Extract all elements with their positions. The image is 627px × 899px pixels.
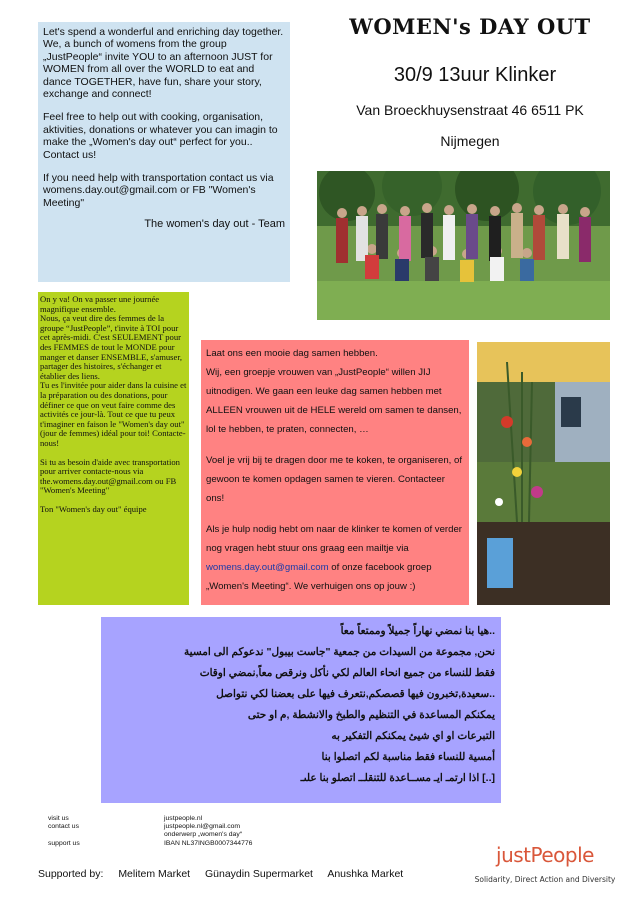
french-intro: On y va! On va passer une journée magnifique ensemble. — [40, 294, 160, 314]
english-intro: Let's spend a wonderful and enriching day together. — [43, 26, 284, 38]
event-city: Nijmegen — [440, 133, 500, 149]
arabic-line: التبرعات او اي شيئ يمكنكم التفكير به — [331, 730, 495, 742]
english-help: Feel free to help out with cooking, organisation, aktivities, donations or whatever you can imagin to make the „Women's day out“ perfect for you.. Contact us! — [43, 111, 278, 161]
logo-name: justPeople — [496, 843, 594, 867]
english-transport: If you need help with transportation contact us via womens.day.out@gmail.com or FB "Women's Meeting" — [43, 172, 274, 209]
arabic-line: ..هيا بنا نمضي نهاراً جميلاً وممتعاً معاً — [340, 625, 495, 637]
event-datetime: 30/9 13uur Klinker — [393, 64, 557, 86]
french-signature: Ton "Women's day out" équipe — [40, 503, 147, 514]
flowers-photo — [477, 342, 610, 605]
arabic-line: ..سعيدة,تخبرون فيها قصصكم,نتعرف فيها على بعضنا لكي نتواصل — [216, 688, 495, 700]
group-photo — [317, 171, 610, 320]
dutch-transport: Als je hulp nodig hebt om naar de klinker te komen of verder nog vragen hebt stuur ons graag een mailtje via womens.day.out@gmail.com of onze facebook groep „Women's Meeting“. We verhuigen ons op jouw :) — [206, 524, 462, 592]
english-invite: We, a bunch of womens from the group „JustPeople“ invite YOU to an afternoon JUST for WOMEN from all over the WORLD to eat and dance TOGETHER, have fun, share your story, exchange and connect! — [43, 38, 273, 101]
english-signature: The women's day out - Team — [144, 218, 285, 231]
dutch-email-link[interactable]: womens.day.out@gmail.com — [206, 562, 329, 573]
supporters-line — [38, 868, 415, 880]
dutch-text-box — [201, 340, 469, 605]
supporters-label: Supported by: — [38, 868, 104, 880]
dutch-help: Voel je vrij bij te dragen door me te koken, te organiseren, of gewoon te komen opdagen samen te vieren. Contacteer ons! — [206, 455, 462, 504]
page-title: WOMEN's DAY OUT — [349, 14, 591, 39]
contact-row: contact us justpeople.nl@gmail.com — [48, 823, 241, 831]
logo-tagline: Solidarity, Direct Action and Diversity — [474, 875, 616, 884]
arabic-line: [..] اذا ارتمـ ايـ مســاعدة للتنقلــ اتصلو بنا علىـ — [300, 772, 495, 784]
sponsor-name: Günaydin Supermarket — [205, 868, 313, 880]
website-link[interactable]: justpeople.nl — [164, 815, 203, 822]
email-link[interactable]: justpeople.nl@gmail.com — [164, 823, 241, 831]
french-transport: Si tu as besoin d'aide avec transportation pour arriver contacte-nous via the.womens.day.out@gmail.com ou FB "Women's Meeting" — [40, 456, 180, 496]
sponsor-name: Anushka Market — [327, 868, 404, 880]
contact-row: support us IBAN NL37INGB0007344776 — [48, 839, 253, 847]
contact-row: visit us justpeople.nl — [48, 815, 203, 822]
contact-row: onderwerp „women's day“ — [164, 831, 242, 839]
english-text-box — [38, 22, 290, 282]
dutch-intro: Laat ons een mooie dag samen hebben. — [206, 348, 378, 359]
french-invite: Nous, ça veut dire des femmes de la groupe “JustPeople”, t'invite à TOI pour cet après-midi. C'est SEULEMENT pour des FEMMES de tout le MONDE pour manger et danser ENSEMBLE, s'amuser, partager des histoires, s'échanger et établier des liens. — [40, 313, 183, 381]
sponsor-name: Melitem Market — [118, 868, 191, 880]
arabic-line: نحن, مجموعة من السيدات من جمعية "جاست بيبول" ندعوكم الى امسية — [184, 646, 495, 658]
arabic-line: أمسية للنساء فقط مناسبة لكم اتصلوا بنا — [321, 751, 495, 763]
contact-details — [48, 815, 348, 848]
dutch-invite: Wij, een groepje vrouwen van „JustPeople“ willen JIJ uitnodigen. We gaan een leuke dag samen hebben met ALLEEN vrouwen uit de HELE wereld om samen te dansen, lol te hebben, te praten, connecten, … — [206, 367, 462, 435]
arabic-line: فقط للنساء من جميع انحاء العالم لكي نأكل ونرقص معاً,نمضي اوقات — [199, 667, 495, 679]
justpeople-logo — [470, 843, 620, 884]
french-text-box — [38, 292, 189, 605]
french-help: Tu es l'invitée pour aider dans la cuisine et la préparation ou des donations, pour définer ce que on veut faire comme des activités ce jour-là. Tout ce que tu peux t'imaginer en faison le "Women's day out" (jour de femmes) idéal pour toi! Contacte-nous! — [40, 380, 187, 448]
arabic-text-box — [101, 617, 501, 803]
arabic-line: يمكنكم المساعدة في التنظيم والطبخ والانشطة ,م او حتى — [247, 709, 495, 721]
event-address: Van Broeckhuysenstraat 46 6511 PK — [356, 102, 584, 118]
